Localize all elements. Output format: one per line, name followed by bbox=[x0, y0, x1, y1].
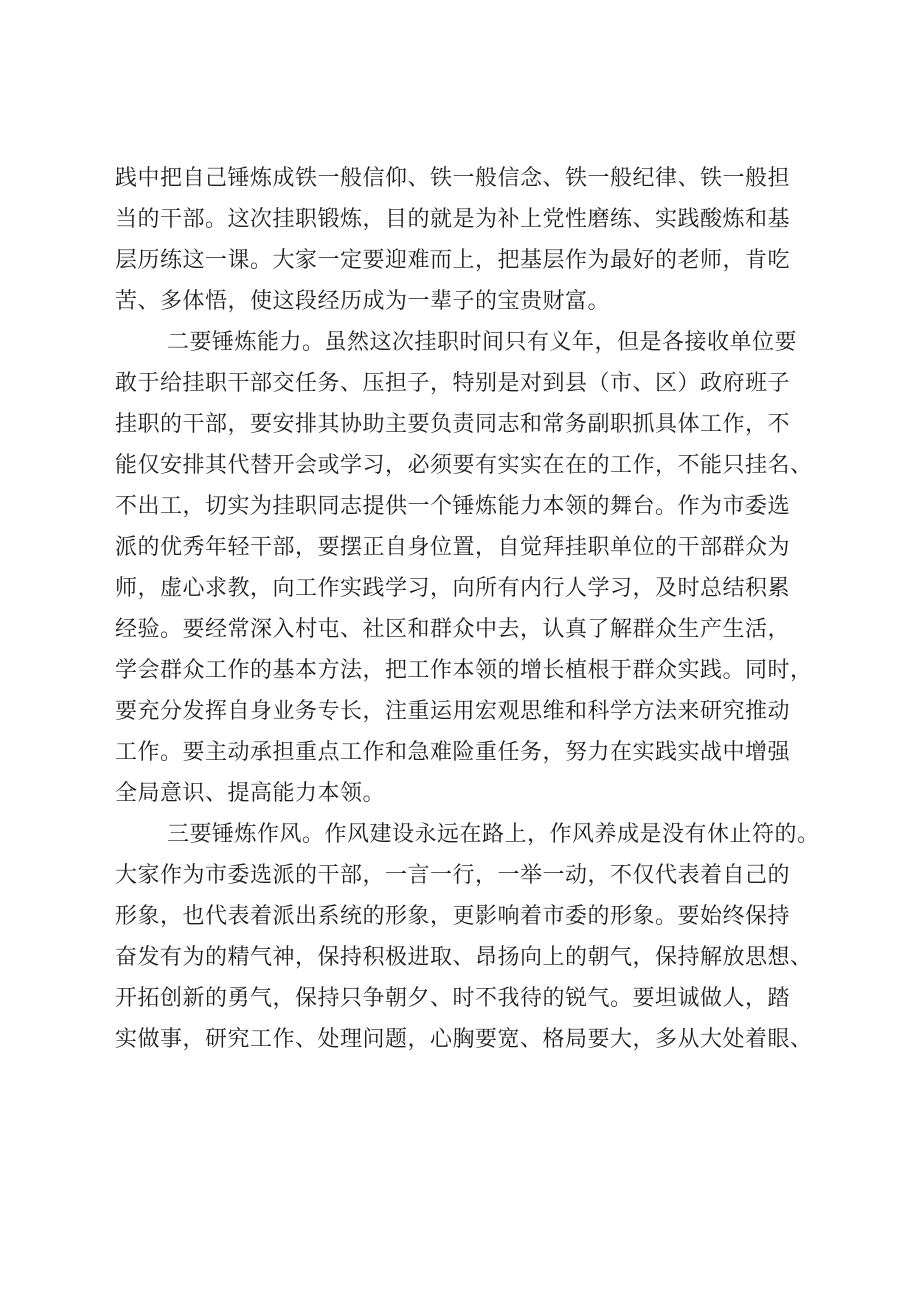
text-line: 当的干部。这次挂职锻炼，目的就是为补上党性磨练、实践酸炼和基 bbox=[115, 207, 791, 232]
text-line: 大家作为市委选派的干部，一言一行，一举一动，不仅代表着自己的 bbox=[115, 863, 791, 888]
text-line: 开拓创新的勇气，保持只争朝夕、时不我待的锐气。要坦诚做人，踏 bbox=[115, 986, 791, 1011]
text-line: 二要锤炼能力。虽然这次挂职时间只有义年，但是各接收单位要 bbox=[167, 330, 798, 355]
text-line: 师，虚心求教，向工作实践学习，向所有内行人学习，及时总结积累 bbox=[115, 576, 791, 601]
text-line: 敢于给挂职干部交任务、压担子，特别是对到县（市、区）政府班子 bbox=[115, 371, 791, 396]
text-line: 奋发有为的精气神，保持积极进取、昂扬向上的朝气，保持解放思想、 bbox=[115, 945, 813, 970]
text-line: 要充分发挥自身业务专长，注重运用宏观思维和科学方法来研究推动 bbox=[115, 699, 791, 724]
text-line: 层历练这一课。大家一定要迎难而上，把基层作为最好的老师，肯吃 bbox=[115, 248, 791, 273]
text-line: 践中把自己锤炼成铁一般信仰、铁一般信念、铁一般纪律、铁一般担 bbox=[115, 166, 791, 191]
text-line: 苦、多体悟，使这段经历成为一辈子的宝贵财富。 bbox=[115, 289, 611, 314]
paragraph-1 bbox=[115, 158, 815, 322]
text-line: 派的优秀年轻干部，要摆正自身位置，自觉拜挂职单位的干部群众为 bbox=[115, 535, 791, 560]
text-line: 挂职的干部，要安排其协助主要负责同志和常务副职抓具体工作，不 bbox=[115, 412, 791, 437]
text-line: 能仅安排其代替开会或学习，必须要有实实在在的工作，不能只挂名、 bbox=[115, 453, 813, 478]
paragraph-3 bbox=[115, 814, 820, 1060]
text-line: 形象，也代表着派出系统的形象，更影响着市委的形象。要始终保持 bbox=[115, 904, 791, 929]
text-line: 经验。要经常深入村屯、社区和群众中去，认真了解群众生产生活， bbox=[115, 617, 791, 642]
document-body bbox=[115, 158, 820, 1060]
text-line: 实做事，研究工作、处理问题，心胸要宽、格局要大，多从大处着眼、 bbox=[115, 1027, 813, 1052]
paragraph-2 bbox=[115, 322, 815, 814]
text-line: 工作。要主动承担重点工作和急难险重任务，努力在实践实战中增强 bbox=[115, 740, 791, 765]
text-line: 学会群众工作的基本方法，把工作本领的增长植根于群众实践。同时， bbox=[115, 658, 813, 683]
text-line: 三要锤炼作风。作风建设永远在路上，作风养成是没有休止符的。 bbox=[167, 822, 820, 847]
text-line: 不出工，切实为挂职同志提供一个锤炼能力本领的舞台。作为市委选 bbox=[115, 494, 791, 519]
text-line: 全局意识、提高能力本领。 bbox=[115, 781, 386, 806]
